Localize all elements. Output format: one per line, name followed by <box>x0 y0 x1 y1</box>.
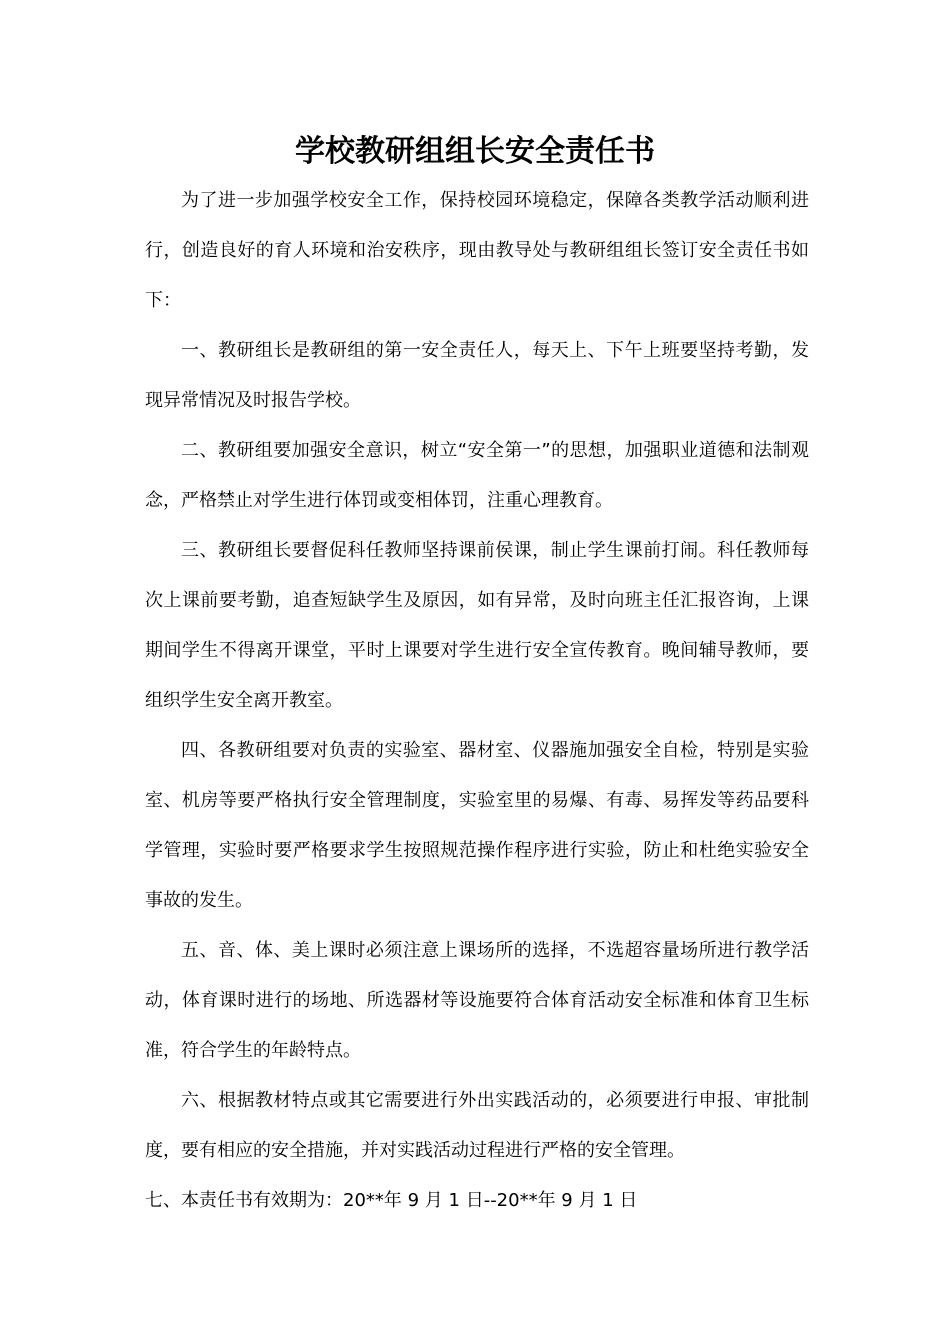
paragraph-item-5: 五、音、体、美上课时必须注意上课场所的选择，不选超容量场所进行教学活动，体育课时进行的场地、所选器材等设施要符合体育活动安全标准和体育卫生标准，符合学生的年龄特点。 <box>145 940 809 1061</box>
paragraph-intro: 为了进一步加强学校安全工作，保持校园环境稳定，保障各类教学活动顺利进行，创造良好的育人环境和治安秩序，现由教导处与教研组组长签订安全责任书如下： <box>145 190 809 311</box>
document-title: 学校教研组组长安全责任书 <box>295 134 655 169</box>
paragraph-item-6: 六、根据教材特点或其它需要进行外出实践活动的，必须要进行申报、审批制度，要有相应的安全措施，并对实践活动过程进行严格的安全管理。 <box>145 1090 809 1161</box>
paragraph-item-1: 一、教研组长是教研组的第一安全责任人，每天上、下午上班要坚持考勤，发现异常情况及时报告学校。 <box>145 340 809 411</box>
paragraph-item-7: 七、本责任书有效期为：20**年 9 月 1 日--20**年 9 月 1 日 <box>145 1190 638 1211</box>
paragraph-item-4: 四、各教研组要对负责的实验室、器材室、仪器施加强安全自检，特别是实验室、机房等要严格执行安全管理制度，实验室里的易爆、有毒、易挥发等药品要科学管理，实验时要严格要求学生按照规范操作程序进行实验，防止和杜绝实验安全事故的发生。 <box>145 740 809 911</box>
paragraph-item-3: 三、教研组长要督促科任教师坚持课前侯课，制止学生课前打闹。科任教师每次上课前要考勤，追查短缺学生及原因，如有异常，及时向班主任汇报咨询，上课期间学生不得离开课堂，平时上课要对学生进行安全宣传教育。晚间辅导教师，要组织学生安全离开教室。 <box>145 540 809 711</box>
paragraph-item-2: 二、教研组要加强安全意识，树立“安全第一”的思想，加强职业道德和法制观念，严格禁止对学生进行体罚或变相体罚，注重心理教育。 <box>145 440 809 511</box>
document-body <box>145 176 809 1226</box>
